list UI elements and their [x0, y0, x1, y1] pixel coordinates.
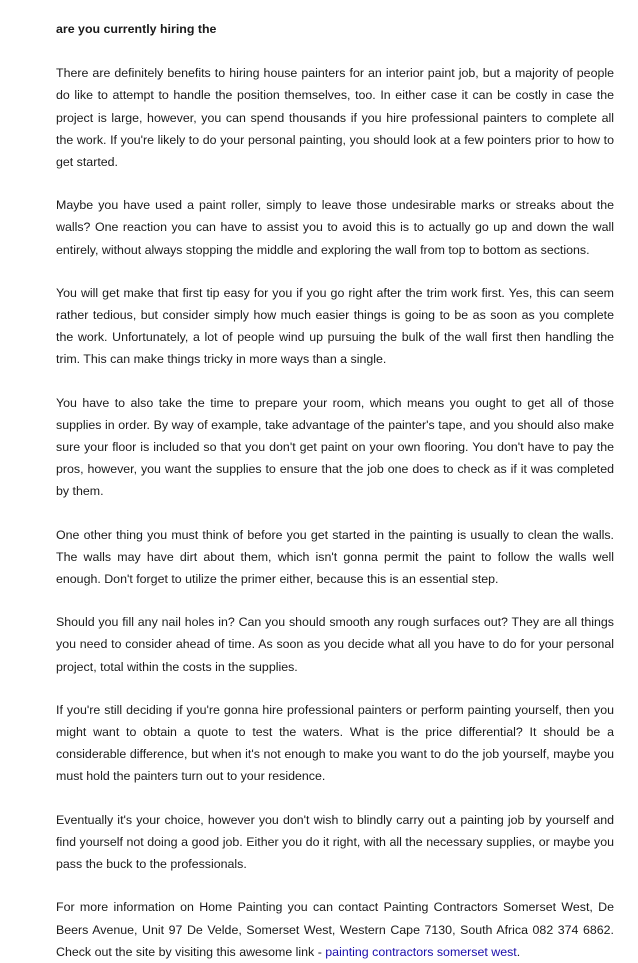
paragraph: If you're still deciding if you're gonna hire professional painters or perform painting yourself, then you might want to obtain a quote to test the waters. What is the price differential? It should be a considerable difference, but when it's not enough to make you want to do the job yourself, maybe you must hold the painters turn out to your residence. — [56, 702, 614, 784]
paragraph: Eventually it's your choice, however you don't wish to blindly carry out a painting job by yourself and find yourself not doing a good job. Either you do it right, with all the necessary supplies, or maybe you pass the buck to the professionals. — [56, 812, 614, 872]
paragraph: You have to also take the time to prepare your room, which means you ought to get all of those supplies in order. By way of example, take advantage of the painter's tape, and you should also make sure your floor is included so that you don't get paint on your own flooring. You don't have to pay the pros, however, you want the supplies to ensure that the job one does to check as if it was completed by them. — [56, 395, 614, 499]
document-page — [56, 18, 614, 963]
painting-contractors-link[interactable]: painting contractors somerset west — [325, 944, 517, 959]
closing-paragraph — [56, 896, 614, 963]
paragraph: There are definitely benefits to hiring house painters for an interior paint job, but a majority of people do like to attempt to handle the position themselves, too. In either case it can be costly in case the project is large, however, you can spend thousands if you hire professional painters to complete all the work. If you're likely to do your personal painting, you should look at a few pointers prior to how to get started. — [56, 66, 614, 170]
closing-text: For more information on Home Painting you can contact Painting Contractors Somerset West, De Beers Avenue, Unit 97 De Velde, Somerset West, Western Cape 7130, South Africa 082 374 6862. Check out the site by visiting this awesome link - — [56, 900, 614, 959]
paragraph: Should you fill any nail holes in? Can you should smooth any rough surfaces out? They are all things you need to consider ahead of time. As soon as you decide what all you have to do for your personal project, total within the costs in the supplies. — [56, 615, 614, 674]
document-title: are you currently hiring the — [56, 22, 217, 36]
paragraph: You will get make that first tip easy for you if you go right after the trim work first. Yes, this can seem rather tedious, but consider simply how much easier things is going to be as soon as you complete the work. Unfortunately, a lot of people wind up pursuing the bulk of the wall first then handling the trim. This can make things tricky in more ways than a single. — [56, 285, 614, 367]
closing-period: . — [516, 944, 521, 959]
paragraph: One other thing you must think of before you get started in the painting is usually to clean the walls. The walls may have dirt about them, which isn't gonna permit the paint to follow the walls well enough. Don't forget to utilize the primer either, because this is an essential step. — [56, 527, 614, 587]
paragraph: Maybe you have used a paint roller, simply to leave those undesirable marks or streaks about the walls? One reaction you can have to assist you to avoid this is to actually go up and down the wall entirely, without always stopping the middle and exploring the wall from top to bottom as sections. — [56, 198, 614, 257]
